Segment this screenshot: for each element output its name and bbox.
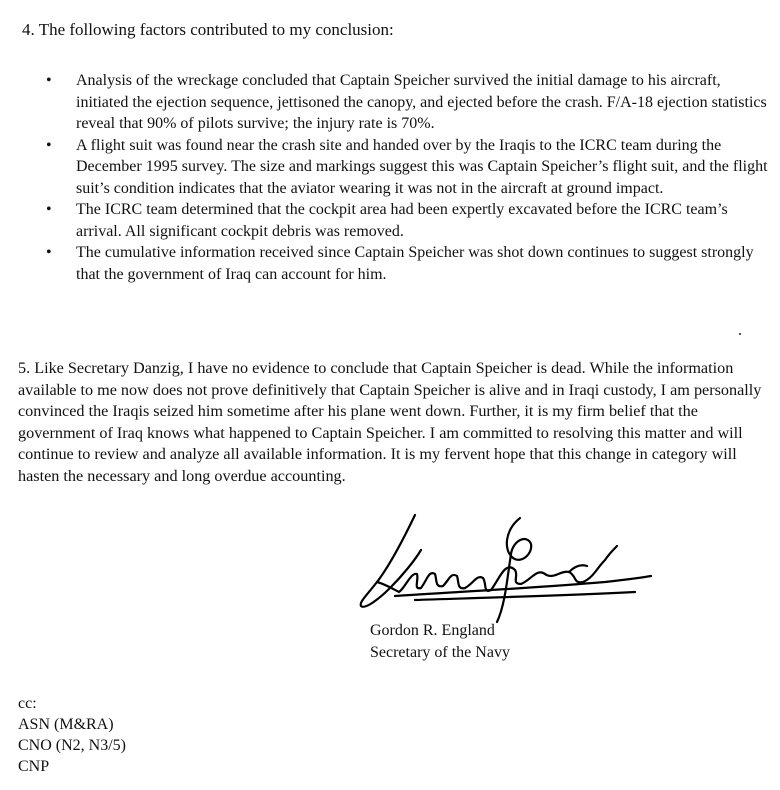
signer-title: Secretary of the Navy bbox=[370, 644, 510, 661]
cc-recipient: CNP bbox=[18, 758, 50, 775]
bullet-item bbox=[40, 199, 770, 242]
paragraph-4-heading: 4. The following factors contributed to my conclusion: bbox=[22, 20, 394, 39]
bullet-text: Analysis of the wreckage concluded that Captain Speicher survived the initial damage to his aircraft, initiated the ejection sequence, jettisoned the canopy, and ejected before the crash. F/A-18 ejection statistics reveal that 90% of pilots survive; the injury rate is 70%. bbox=[76, 72, 767, 132]
bullet-item bbox=[40, 70, 770, 135]
bullet-text: A flight suit was found near the crash site and handed over by the Iraqis to the ICRC team during the December 1995 survey. The size and markings suggest this was Captain Speicher’s flight suit, and the flight suit’s condition indicates that the aviator wearing it was not in the aircraft at ground impact. bbox=[76, 136, 768, 197]
scan-speck bbox=[739, 333, 741, 335]
bullet-text: The ICRC team determined that the cockpit area had been expertly excavated before the ICRC team’s arrival. All significant cockpit debris was removed. bbox=[76, 201, 728, 240]
bullet-icon: • bbox=[46, 136, 52, 154]
factor-bullet-list bbox=[40, 70, 770, 285]
bullet-icon: • bbox=[46, 72, 52, 89]
signer-name: Gordon R. England bbox=[370, 622, 495, 639]
cc-label: cc: bbox=[18, 695, 37, 712]
handwritten-signature bbox=[355, 510, 655, 635]
bullet-item bbox=[40, 135, 770, 200]
bullet-text: The cumulative information received since Captain Speicher was shot down continues to suggest strongly that the government of Iraq can account for him. bbox=[76, 244, 754, 283]
bullet-item bbox=[40, 242, 770, 285]
paragraph-5: 5. Like Secretary Danzig, I have no evidence to conclude that Captain Speicher is dead. While the information available to me now does not prove definitively that Captain Speicher is alive and in Iraqi custody, I am personally convinced the Iraqis seized him sometime after his plane went down. Further, it is my firm belief that the government of Iraq knows what happened to Captain Speicher. I am committed to resolving this matter and will continue to review and analyze all available information. It is my fervent hope that this change in category will hasten the necessary and long overdue accounting. bbox=[18, 359, 762, 485]
cc-recipient: ASN (M&RA) bbox=[18, 716, 114, 733]
signature-block bbox=[370, 620, 510, 664]
cc-list bbox=[18, 693, 126, 777]
bullet-icon: • bbox=[46, 244, 52, 261]
cc-recipient: CNO (N2, N3/5) bbox=[18, 737, 126, 754]
bullet-icon: • bbox=[46, 201, 52, 218]
